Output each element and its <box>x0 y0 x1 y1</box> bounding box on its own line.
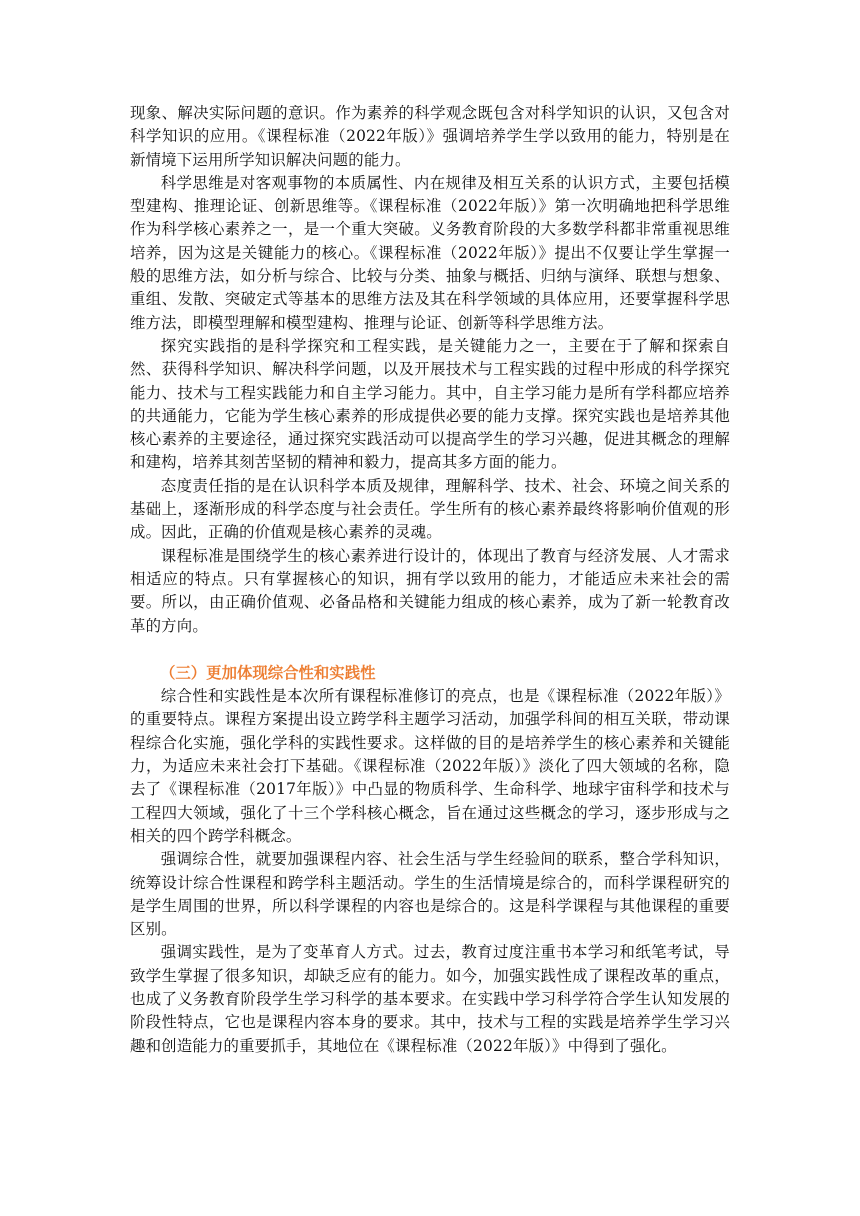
paragraph-curriculum-standard-summary: 课程标准是围绕学生的核心素养进行设计的，体现出了教育与经济发展、人才需求相适应的特点。只有掌握核心的知识，拥有学以致用的能力，才能适应未来社会的需要。所以，由正确价值观、必备品格和关键能力组成的核心素养，成为了新一轮教育改革的方向。 <box>130 546 730 635</box>
paragraph-scientific-concepts-end: 现象、解决实际问题的意识。作为素养的科学观念既包含对科学知识的认识，又包含对科学知识的应用。《课程标准（2022年版）》强调培养学生学以致用的能力，特别是在新情境下运用所学知识解决问题的能力。 <box>130 104 730 169</box>
paragraph-scientific-thinking: 科学思维是对客观事物的本质属性、内在规律及相互关系的认识方式，主要包括模型建构、推理论证、创新思维等。《课程标准（2022年版）》第一次明确地把科学思维作为科学核心素养之一，是一个重大突破。义务教育阶段的大多数学科都非常重视思维培养，因为这是关键能力的核心。《课程标准（2022年版）》提出不仅要让学生掌握一般的思维方法，如分析与综合、比较与分类、抽象与概括、归纳与演绎、联想与想象、重组、发散、突破定式等基本的思维方法及其在科学领域的具体应用，还要掌握科学思维方法，即模型理解和模型建构、推理与论证、创新等科学思维方法。 <box>130 173 730 332</box>
document-body <box>130 102 730 1058</box>
paragraph-integration-practice: 综合性和实践性是本次所有课程标准修订的亮点，也是《课程标准（2022年版）》的重要特点。课程方案提出设立跨学科主题学习活动，加强学科间的相互关联，带动课程综合化实施，强化学科的实践性要求。这样做的目的是培养学生的核心素养和关键能力，为适应未来社会打下基础。《课程标准（2022年版）》淡化了四大领域的名称，隐去了《课程标准（2017年版）》中凸显的物质科学、生命科学、地球宇宙科学和技术与工程四大领域，强化了十三个学科核心概念，旨在通过这些概念的学习，逐步形成与之相关的四个跨学科概念。 <box>130 687 730 845</box>
paragraph-attitude-responsibility: 态度责任指的是在认识科学本质及规律，理解科学、技术、社会、环境之间关系的基础上，逐渐形成的科学态度与社会责任。学生所有的核心素养最终将影响价值观的形成。因此，正确的价值观是核心素养的灵魂。 <box>130 476 730 542</box>
section-heading: （三）更加体现综合性和实践性 <box>160 663 376 682</box>
paragraph-emphasize-integration: 强调综合性，就要加强课程内容、社会生活与学生经验间的联系，整合学科知识，统筹设计综合性课程和跨学科主题活动。学生的生活情境是综合的，而科学课程研究的是学生周围的世界，所以科学课程的内容也是综合的。这是科学课程与其他课程的重要区别。 <box>130 850 730 939</box>
paragraph-emphasize-practice: 强调实践性，是为了变革育人方式。过去，教育过度注重书本学习和纸笔考试，导致学生掌握了很多知识，却缺乏应有的能力。如今，加强实践性成了课程改革的重点，也成了义务教育阶段学生学习科学的基本要求。在实践中学习科学符合学生认知发展的阶段性特点，它也是课程内容本身的要求。其中，技术与工程的实践是培养学生学习兴趣和创造能力的重要抓手，其地位在《课程标准（2022年版）》中得到了强化。 <box>130 943 730 1055</box>
paragraph-inquiry-practice: 探究实践指的是科学探究和工程实践，是关键能力之一，主要在于了解和探索自然、获得科学知识、解决科学问题，以及开展技术与工程实践的过程中形成的科学探究能力、技术与工程实践能力和自主学习能力。其中，自主学习能力是所有学科都应培养的共通能力，它能为学生核心素养的形成提供必要的能力支撑。探究实践也是培养其他核心素养的主要途径，通过探究实践活动可以提高学生的学习兴趣，促进其概念的理解和建构，培养其刻苦坚韧的精神和毅力，提高其多方面的能力。 <box>130 336 730 472</box>
